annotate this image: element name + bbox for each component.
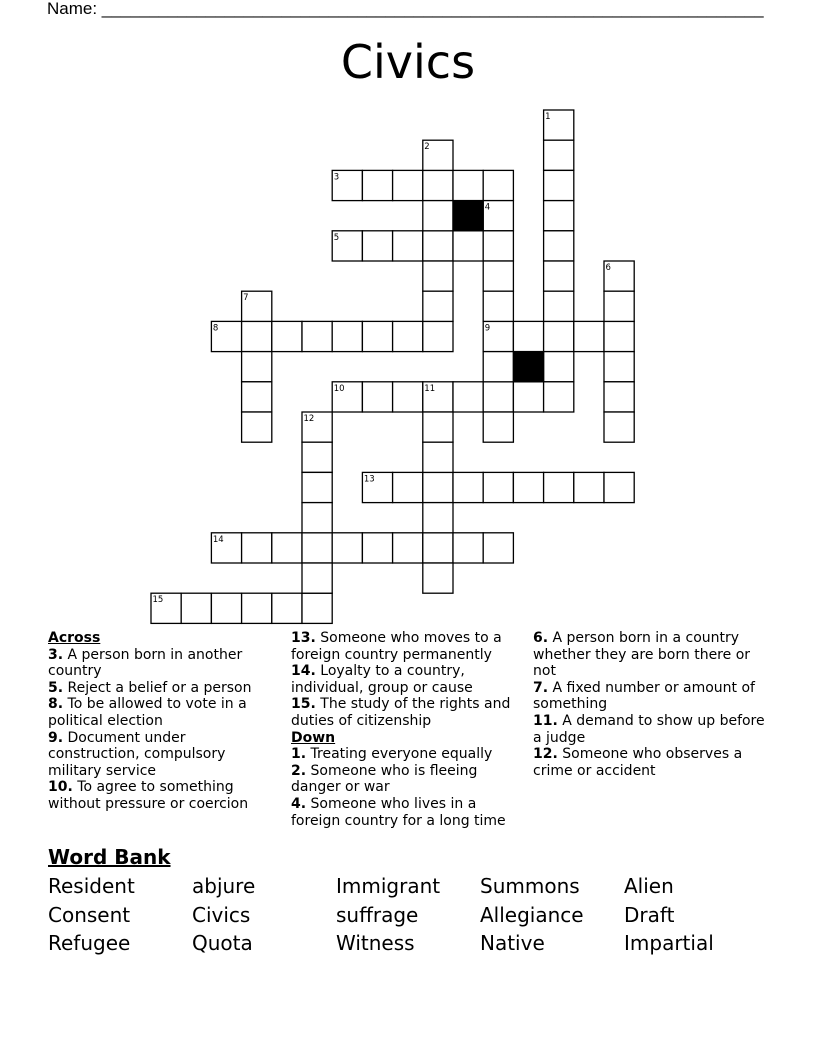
word-bank-item: abjure [192, 874, 256, 898]
grid-cell[interactable] [604, 412, 634, 442]
grid-cell[interactable] [302, 321, 332, 351]
cell-number: 8 [212, 323, 219, 334]
word-bank-item: Alien [624, 874, 674, 898]
grid-cell[interactable] [302, 472, 332, 502]
word-bank-item: Impartial [624, 931, 714, 955]
cell-number: 9 [484, 323, 491, 334]
cell-number: 7 [243, 293, 249, 304]
page-title: Civics [340, 35, 476, 89]
grid-cell[interactable] [423, 442, 453, 472]
grid-cell[interactable] [544, 201, 574, 231]
grid-cell[interactable] [362, 321, 392, 351]
grid-cell[interactable] [181, 593, 211, 623]
grid-cell[interactable] [544, 261, 574, 291]
cell-number: 3 [333, 172, 340, 183]
name-field[interactable]: Name: ______________________________________________________________________ [47, 0, 764, 18]
clue-across-15: 15. The study of the rights and duties of citizenship [291, 696, 511, 729]
clue-down-7: 7. A fixed number or amount of something [533, 679, 755, 713]
grid-cell[interactable] [544, 472, 574, 502]
grid-cell[interactable] [483, 412, 513, 442]
cell-number: 5 [333, 232, 340, 243]
grid-cell[interactable] [211, 593, 241, 623]
grid-cell[interactable] [483, 231, 513, 261]
grid-cell[interactable] [544, 352, 574, 382]
grid-cell[interactable] [362, 170, 392, 200]
grid-cell[interactable] [362, 231, 392, 261]
clue-across-8: 8. To be allowed to vote in a political election [48, 696, 247, 729]
cell-number: 12 [303, 414, 315, 424]
grid-cell[interactable] [544, 382, 574, 412]
grid-cell[interactable] [513, 382, 543, 412]
clue-down-6: 6. A person born in a country whether they are born there or not [533, 630, 751, 680]
word-bank-item: Consent [48, 903, 131, 927]
grid-cell[interactable] [604, 352, 634, 382]
grid-cell[interactable] [423, 291, 453, 321]
cell-number: 6 [605, 263, 611, 273]
grid-cell[interactable] [242, 352, 272, 382]
word-bank-item: suffrage [336, 903, 419, 927]
cell-number: 10 [333, 383, 345, 394]
grid-cell[interactable] [423, 321, 453, 351]
grid-cell[interactable] [544, 170, 574, 200]
grid-cell[interactable] [362, 533, 392, 563]
grid-cell[interactable] [302, 503, 332, 533]
grid-cell[interactable] [423, 533, 453, 563]
clue-across-10: 10. To agree to something without pressure or coercion [48, 779, 249, 812]
grid-cell[interactable] [544, 291, 574, 321]
grid-cell[interactable] [513, 321, 543, 351]
grid-cell[interactable] [242, 382, 272, 412]
across-heading: Across [48, 630, 101, 646]
grid-cell[interactable] [513, 472, 543, 502]
grid-cell[interactable] [242, 593, 272, 623]
grid-cell[interactable] [423, 261, 453, 291]
grid-cell[interactable] [544, 321, 574, 351]
grid-cell[interactable] [423, 563, 453, 593]
grid-cell[interactable] [453, 533, 483, 563]
grid-cell[interactable] [453, 472, 483, 502]
grid-cell[interactable] [453, 231, 483, 261]
clue-down-2: 2. Someone who is fleeing danger or war [291, 762, 478, 796]
grid-cell[interactable] [423, 170, 453, 200]
grid-cell[interactable] [453, 382, 483, 412]
word-bank-item: Immigrant [336, 874, 441, 898]
cell-number: 2 [424, 142, 430, 153]
grid-cell[interactable] [332, 321, 362, 351]
word-bank-item: Draft [624, 903, 675, 927]
clue-across-14: 14. Loyalty to a country, individual, group or cause [291, 663, 473, 696]
grid-cell[interactable] [423, 472, 453, 502]
grid-cell[interactable] [242, 321, 272, 351]
clue-down-12: 12. Someone who observes a crime or accident [533, 746, 743, 779]
grid-cell[interactable] [483, 533, 513, 563]
grid-cell[interactable] [423, 412, 453, 442]
word-bank-item: Refugee [48, 931, 131, 955]
black-square [453, 201, 483, 231]
clue-across-13: 13. Someone who moves to a foreign country permanently [291, 630, 502, 663]
grid-cell[interactable] [483, 382, 513, 412]
grid-cell[interactable] [272, 321, 302, 351]
grid-cell[interactable] [483, 352, 513, 382]
cell-number: 14 [212, 534, 224, 545]
grid-cell[interactable] [242, 412, 272, 442]
grid-cell[interactable] [393, 382, 423, 412]
grid-cell[interactable] [302, 593, 332, 623]
grid-cell[interactable] [272, 593, 302, 623]
grid-cell[interactable] [302, 533, 332, 563]
grid-cell[interactable] [483, 472, 513, 502]
cell-number: 11 [424, 383, 436, 394]
word-bank-item: Witness [336, 931, 415, 955]
clue-down-1: 1. Treating everyone equally [291, 746, 493, 763]
grid-cell[interactable] [604, 382, 634, 412]
grid-cell[interactable] [302, 563, 332, 593]
down-heading: Down [291, 729, 336, 746]
grid-cell[interactable] [483, 261, 513, 291]
word-bank-title: Word Bank [48, 845, 171, 869]
cell-number: 1 [545, 112, 551, 122]
grid-cell[interactable] [393, 170, 423, 200]
grid-cell[interactable] [574, 321, 604, 351]
grid-cell[interactable] [604, 321, 634, 351]
grid-cell[interactable] [393, 231, 423, 261]
cell-number: 13 [363, 474, 375, 485]
grid-cell[interactable] [604, 472, 634, 502]
clues-column-2 [291, 630, 523, 829]
grid-cell[interactable] [604, 291, 634, 321]
grid-cell[interactable] [272, 533, 302, 563]
word-bank-item: Summons [480, 874, 580, 898]
grid-cell[interactable] [393, 321, 423, 351]
grid-cell[interactable] [544, 140, 574, 170]
grid-cell[interactable] [544, 231, 574, 261]
grid-cell[interactable] [332, 533, 362, 563]
grid-cell[interactable] [393, 472, 423, 502]
black-square [513, 352, 543, 382]
grid-cell[interactable] [483, 170, 513, 200]
cell-number: 4 [484, 202, 491, 213]
word-bank-item: Civics [192, 903, 251, 927]
grid-cell[interactable] [393, 533, 423, 563]
word-bank-item: Native [480, 931, 545, 955]
clues-column-3 [533, 630, 773, 779]
grid-cell[interactable] [483, 291, 513, 321]
word-bank-item: Resident [48, 874, 135, 898]
word-bank-item: Quota [192, 931, 253, 955]
clue-across-9: 9. Document under construction, compulsory military service [48, 729, 226, 779]
grid-cell[interactable] [423, 503, 453, 533]
grid-cell[interactable] [242, 533, 272, 563]
clue-across-3: 3. A person born in another country [48, 646, 243, 680]
clue-down-11: 11. A demand to show up before a judge [533, 712, 765, 746]
grid-cell[interactable] [362, 382, 392, 412]
grid-cell[interactable] [423, 231, 453, 261]
clues-column-1 [48, 630, 280, 813]
word-bank-item: Allegiance [480, 903, 584, 927]
cell-number: 15 [152, 595, 164, 606]
grid-cell[interactable] [423, 201, 453, 231]
clue-across-5: 5. Reject a belief or a person [48, 679, 252, 696]
clue-down-4: 4. Someone who lives in a foreign country for a long time [291, 795, 506, 829]
grid-cell[interactable] [453, 170, 483, 200]
grid-cell[interactable] [302, 442, 332, 472]
grid-cell[interactable] [574, 472, 604, 502]
